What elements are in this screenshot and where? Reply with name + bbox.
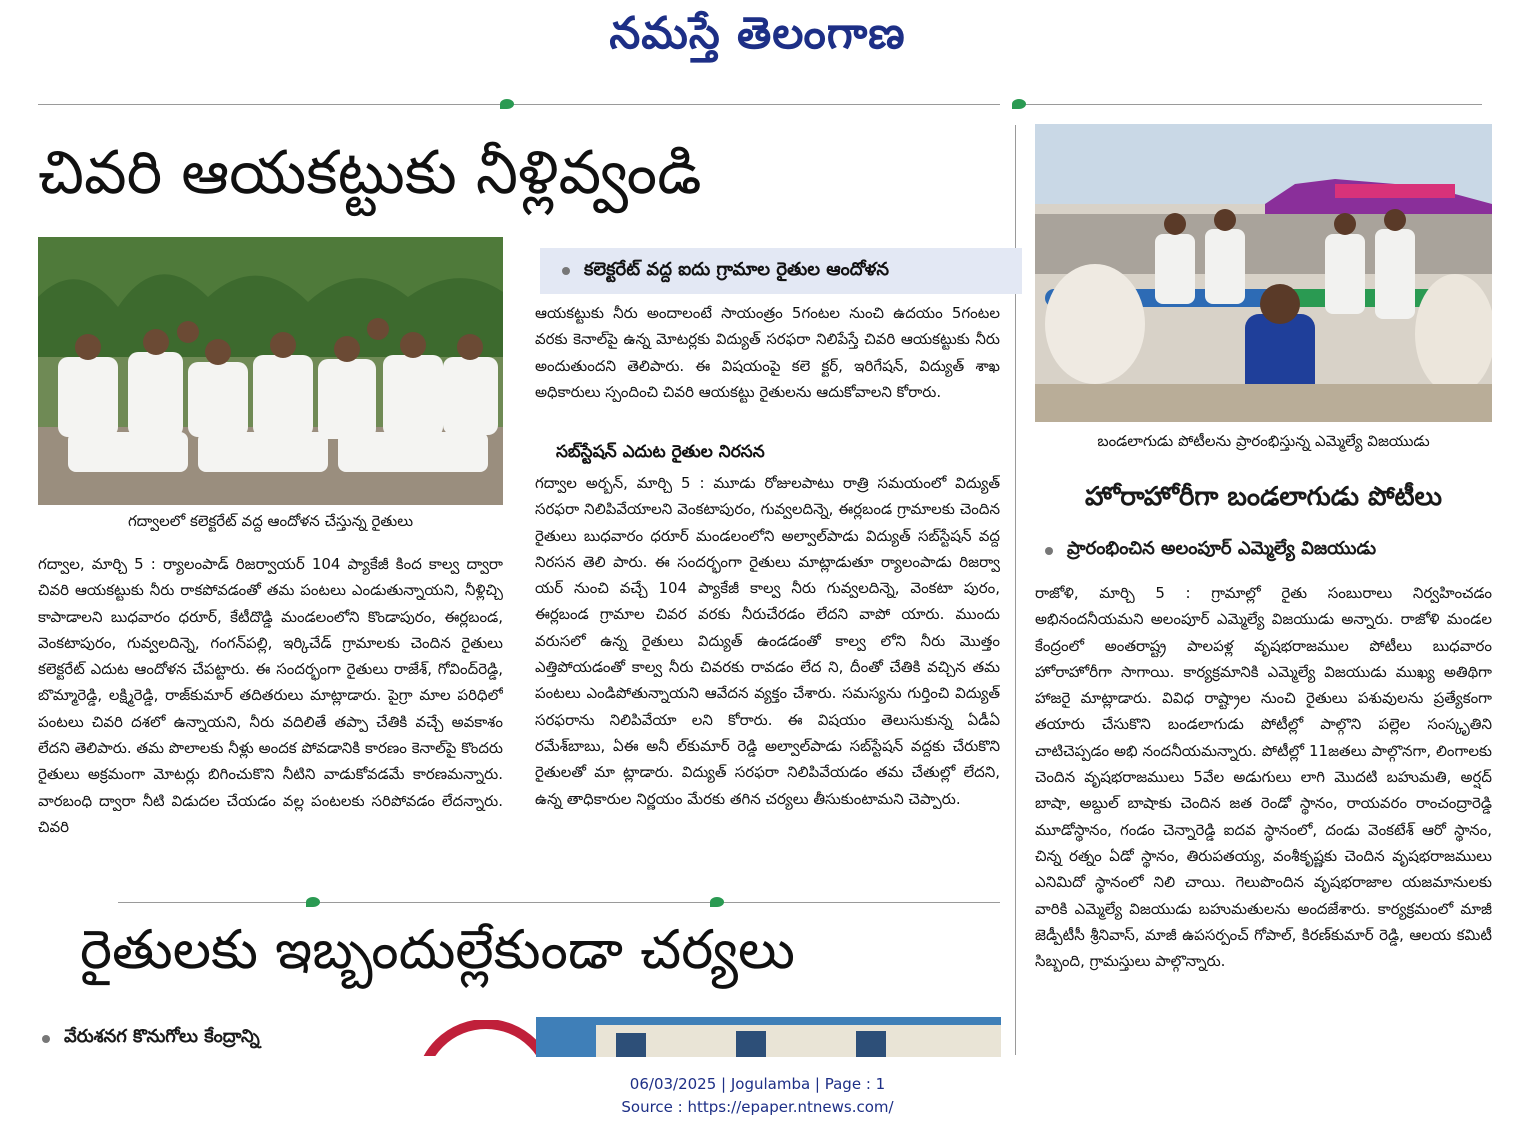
bullet-icon	[1045, 547, 1053, 555]
substation-protest-heading: సబ్‌స్టేషన్ ఎదుట రైతుల నిరసన	[556, 442, 765, 462]
article3-divider	[118, 902, 1000, 903]
bull-race-photo-image	[1035, 124, 1492, 422]
building-photo-image	[536, 1017, 1001, 1057]
bullet-icon	[562, 267, 570, 275]
article2-paragraph: రాజోళి, మార్చి 5 : గ్రామాల్లో రైతు సంబురాలు నిర్వహించడం అభినందనీయమని అలంపూర్ ఎమ్మెల్యే విజయుడు అన్నారు. రాజోళి మండల కేంద్రంలో అంతరాష్ట్ర పాలపళ్ల వృషభరాజముల పోటీలు బుధవారం హోరాహోరీగా సాగాయి. కార్యక్రమానికి ఎమ్మెల్యే విజయుడు ముఖ్య అతిథిగా హాజరై మాట్లాడారు. వివిధ రాష్ట్రాల నుంచి రైతులు పశువులను ప్రత్యేకంగా తయారు చేసుకొని బండలాగుడు పోటీల్లో పాల్గొని పల్లెల సంస్కృతిని చాటిచెప్పడం అభి నందనీయమన్నారు. పోటీల్లో 11జతలు పాల్గొనగా, లింగాలకు చెందిన వృషభరాజములు 5వేల అడుగులు లాగి మొదటి బహుమతి, అర్షద్ బాషా, అబ్దుల్ బాషాకు చెందిన జత రెండో స్థానం, రాయవరం రాంచంద్రారెడ్డి మూడోస్థానం, గండం చెన్నారెడ్డి ఐదవ స్థానంలో, దండు వెంకటేశ్ ఆరో స్థానం, చిన్న రత్నం ఏడో స్థానం, తిరుపతయ్య, వంశీకృష్ణకు చెందిన వృషభరాజములు ఎనిమిదో స్థానంలో నిలి చాయి. గెలుపొందిన వృషభరాజాల యజమానులకు వారికి ఎమ్మెల్యే విజయుడు బహుమతులను అందజేశారు. కార్యక్రమంలో మాజీ జెడ్పీటీసీ శ్రీనివాస్, మాజీ ఉపసర్పంచ్ గోపాల్, కిరణ్‌కుమార్ రెడ్డి, ఆలయ కమిటీ సిబ్బంది, గ్రామస్తులు పాల్గొన్నారు.	[1035, 584, 1492, 971]
article3-headline: రైతులకు ఇబ్బందుల్లేకుండా చర్యలు	[80, 918, 795, 981]
article1-subheading-box	[540, 248, 1022, 294]
footer-source-link[interactable]: Source : https://epaper.ntnews.com/	[621, 1098, 894, 1116]
substation-protest-paragraph: గద్వాల అర్బన్, మార్చి 5 : మూడు రోజులపాటు రాత్రి సమయంలో విద్యుత్ సరఫరా నిలిపివేయాలని వెంకటాపురం, గువ్వలదిన్నె, ఈర్లబండ గ్రామాలకు చెందిన రైతులు బుధవారం ధరూర్ మండలంలోని అల్వాల్‌పాడు విద్యుత్ సబ్‌స్టేషన్ వద్ద నిరసన తెలి పారు. ఈ సందర్భంగా రైతులు మాట్లాడుతూ ర్యాలంపాడు రిజర్వా యర్ నుంచి వచ్చే 104 ప్యాకేజీ కాల్వ నీరు గువ్వలదిన్నె, వెంకటా పురం, ఈర్లబండ గ్రామాల చివర వరకు నీరుచేరడం లేదని వాపో యారు. ముందు వరుసలో ఉన్న రైతులు విద్యుత్ ఉండడంతో కాల్వ లోని నీరు మొత్తం ఎత్తిపోయడంతో కాల్వ నీరు చివరకు రావడం లేద ని, దీంతో చేతికి వచ్చిన తమ పంటలు ఎండిపోతున్నాయని ఆవేదన వ్యక్తం చేశారు. సమస్యను గుర్తించి విద్యుత్ సరఫరాను నిలిపివేయా లని కోరారు. ఈ విషయం తెలుసుకున్న ఏడీఏ రమేశ్‌బాబు, ఏఈ అనీ ల్‌కుమార్ రెడ్డి అల్వాల్‌పాడు సబ్‌స్టేషన్ వద్దకు చేరుకొని రైతులతో మా ట్లాడారు. విద్యుత్ సరఫరా నిలిపివేయడం తమ చేతుల్లో లేదని, ఉన్న తాధికారుల నిర్ణయం మేరకు తగిన చర్యలు తీసుకుంటామని చెప్పారు.	[535, 474, 1000, 808]
footer-date-edition: 06/03/2025 | Jogulamba | Page : 1	[629, 1075, 886, 1093]
seal-graphic-image	[416, 1020, 556, 1056]
seal-graphic	[416, 1020, 556, 1056]
article2-subheading: ప్రారంభించిన అలంపూర్ ఎమ్మెల్యే విజయుడు	[1067, 538, 1377, 559]
ornament-icon	[710, 897, 724, 907]
protest-photo-image	[38, 237, 503, 505]
article1-col2-paragraph: ఆయకట్టుకు నీరు అందాలంటే సాయంత్రం 5గంటల నుంచి ఉదయం 5గంటల వరకు కెనాల్‌పై ఉన్న మోటర్లకు విద్యుత్ సరఫరా నిలిపేస్తే చివరి ఆయకట్టుకు నీరు అందుతుందని తెలిపారు. ఈ విషయంపై కలె క్టర్, ఇరిగేషన్, విద్యుత్ శాఖ అధికారులు స్పందించి చివరి ఆయకట్టు రైతులను ఆదుకోవాలని కోరారు.	[535, 304, 1000, 401]
protest-photo	[38, 237, 503, 505]
article2-headline: హోరాహోరీగా బండలాగుడు పోటీలు	[1085, 482, 1442, 512]
top-divider-left	[38, 104, 1000, 105]
ornament-icon	[1012, 99, 1026, 109]
article1-col1-paragraph: గద్వాల, మార్చి 5 : ర్యాలంపాడ్ రిజర్వాయర్ 104 ప్యాకేజీ కింద కాల్వ ద్వారా చివరి ఆయకట్టుకు నీరు రాకపోవడంతో తమ పంటలు ఎండుతున్నాయని, నీళ్లిచ్చి కాపాడాలని బుధవారం ధరూర్, కేటీదొడ్డి మండలంలోని కొండాపురం, ఈర్లబండ, వెంకటాపురం, గువ్వలదిన్నె, గంగన్‌పల్లి, ఇర్కిచేడ్ గ్రామాలకు చెందిన రైతులు కలెక్టరేట్ ఎదుట ఆందోళన చేపట్టారు. ఈ సందర్భంగా రైతులు రాజేశ్, గోవింద్‌రెడ్డి, బొమ్మారెడ్డి, లక్ష్మిరెడ్డి, రాజ్‌కుమార్ తదితరులు మాట్లాడారు. పైగ్రా మాల పరిధిలో పంటలు చివరి దశలో ఉన్నాయని, నీరు వదిలితే తప్పా చేతికి వచ్చే అవకాశం లేదని తెలిపారు. తమ పొలాలకు నీళ్లు అందక పోవడానికి కారణం కెనాల్‌పై కొందరు రైతులు అక్రమంగా మోటర్లు బిగించుకొని నీటిని వాడుకోవడమే కారణమన్నారు. వారబంధి ద్వారా నీటి విడుదల చేయడం వల్ల పంటలకు సరిపోవడం లేదన్నారు. చివరి	[38, 555, 503, 836]
article3-bullet: వేరుశనగ కొనుగోలు కేంద్రాన్ని	[64, 1026, 260, 1047]
bullet-icon	[42, 1035, 50, 1043]
top-divider-right	[1020, 104, 1482, 105]
article2-subheading-row	[1045, 538, 1492, 563]
ornament-icon	[500, 99, 514, 109]
building-photo	[536, 1017, 1001, 1057]
bull-race-photo-caption: బండలాగుడు పోటీలను ప్రారంభిస్తున్న ఎమ్మెల్యే విజయుడు	[1097, 432, 1430, 450]
ornament-icon	[306, 897, 320, 907]
masthead-logo: నమస్తే తెలంగాణ	[609, 8, 906, 59]
bull-race-photo	[1035, 124, 1492, 422]
article1-headline: చివరి ఆయకట్టుకు నీళ్లివ్వండి	[38, 138, 702, 208]
article1-subheading: కలెక్టరేట్ వద్ద ఐదు గ్రామాల రైతుల ఆందోళన	[584, 258, 889, 280]
article3-bullet-row	[42, 1026, 260, 1051]
protest-photo-caption: గద్వాలలో కలెక్టరేట్ వద్ద ఆందోళన చేస్తున్న రైతులు	[127, 512, 414, 530]
